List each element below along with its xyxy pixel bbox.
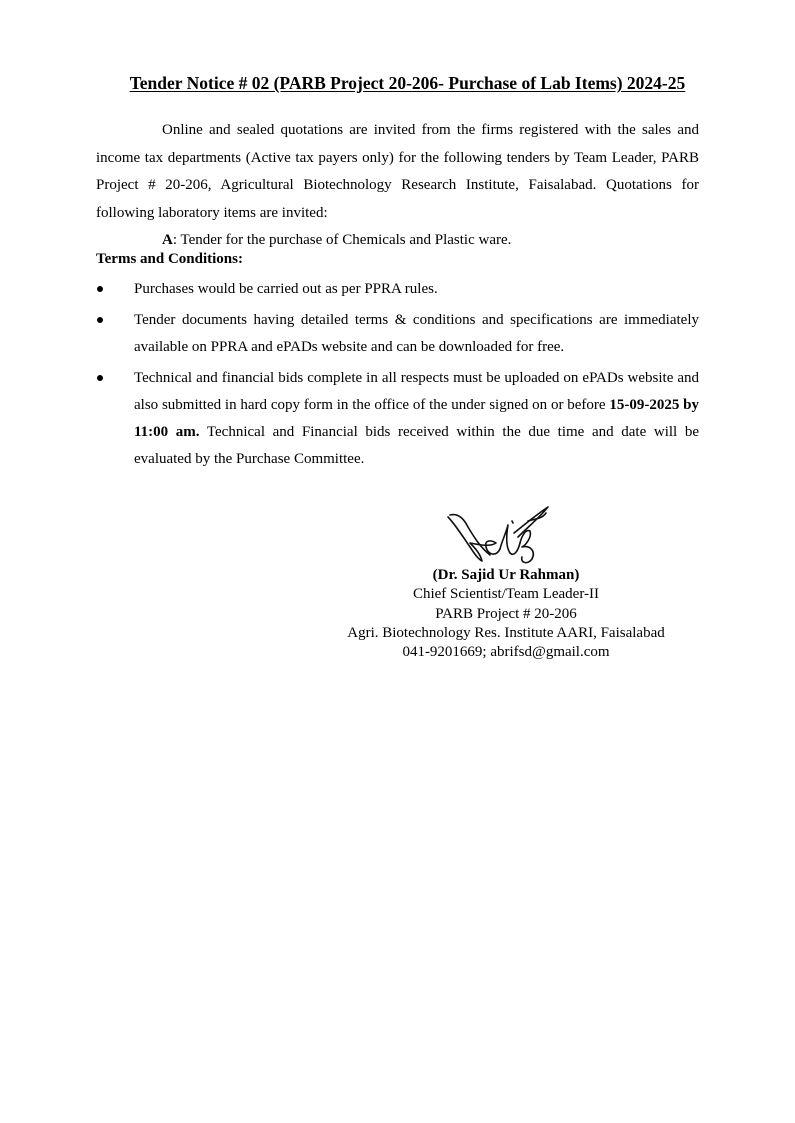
terms-list <box>96 276 699 477</box>
terms-item-text-part: Technical and Financial bids received within the due time and date will be evaluated by the Purchase Committee. <box>134 424 699 467</box>
terms-item <box>96 276 699 303</box>
terms-heading: Terms and Conditions: <box>96 251 243 267</box>
item-a-label: A <box>162 232 173 248</box>
signatory-institute: Agri. Biotechnology Res. Institute AARI, Faisalabad <box>347 624 665 641</box>
terms-item-text: Purchases would be carried out as per PPRA rules. <box>134 281 438 297</box>
terms-item-text-part: Technical and financial bids complete in all respects must be uploaded on ePADs website and also submitted in hard copy form in the office of the under signed on or before <box>134 370 699 413</box>
bullet-icon <box>97 375 103 381</box>
deadline-text: 15-09-2025 by 11:00 am. <box>134 397 699 440</box>
terms-item-text <box>134 370 699 467</box>
intro-paragraph: Online and sealed quotations are invited from the firms registered with the sales and income tax departments (Active tax payers only) for the following tenders by Team Leader, PARB Project # 20-206, Agricultural Biotechnology Research Institute, Faisalabad. Quotations for following laboratory items are invited: <box>96 122 699 221</box>
signatory-contact: 041-9201669; abrifsd@gmail.com <box>402 644 610 661</box>
terms-item <box>96 307 699 361</box>
item-a-text: : Tender for the purchase of Chemicals and Plastic ware. <box>172 232 512 248</box>
signature-icon <box>440 503 552 567</box>
bullet-icon <box>97 286 103 292</box>
notice-title: Tender Notice # 02 (PARB Project 20-206- Purchase of Lab Items) 2024-25 <box>129 73 686 93</box>
signatory-project: PARB Project # 20-206 <box>435 605 577 622</box>
terms-item-text: Tender documents having detailed terms & conditions and specifications are immediately available on PPRA and ePADs website and can be downloaded for free. <box>134 312 699 355</box>
signatory-name: (Dr. Sajid Ur Rahman) <box>432 567 580 583</box>
signatory-designation: Chief Scientist/Team Leader-II <box>412 586 600 603</box>
bullet-icon <box>97 317 103 323</box>
terms-item <box>96 365 699 473</box>
signatory-block <box>330 566 682 662</box>
